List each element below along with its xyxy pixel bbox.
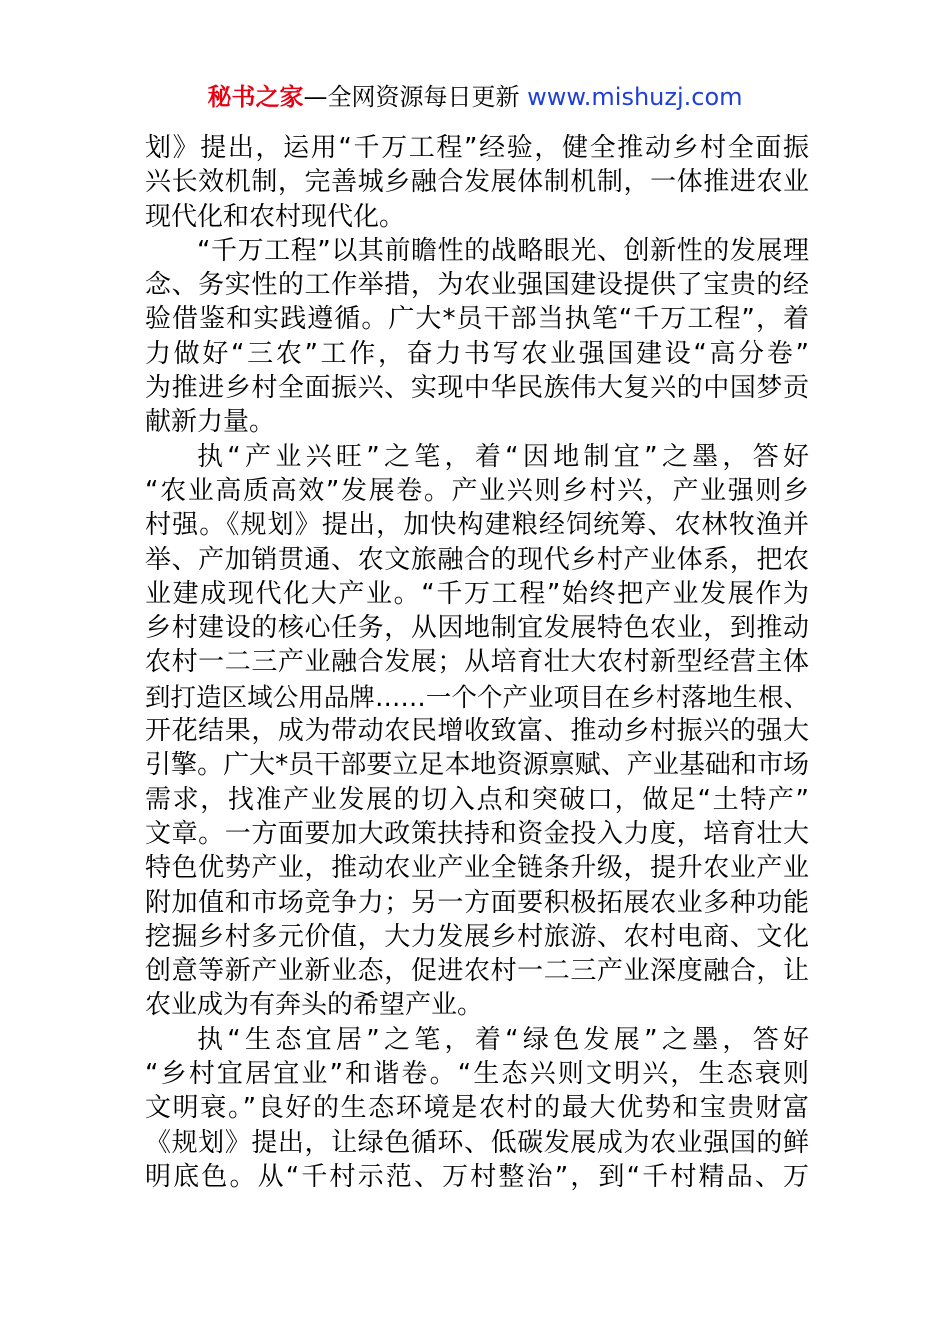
text-line: 需求，找准产业发展的切入点和突破口，做足“土特产”	[145, 784, 809, 815]
text-line: 念、务实性的工作举措，为农业强国建设提供了宝贵的经	[145, 270, 809, 301]
text-line: 到打造区域公用品牌……一个个产业项目在乡村落地生根、	[145, 681, 809, 712]
text-line: “农业高质高效”发展卷。产业兴则乡村兴，产业强则乡	[145, 475, 809, 506]
text-line: 挖掘乡村多元价值，大力发展乡村旅游、农村电商、文化	[145, 921, 809, 952]
text-line: 为推进乡村全面振兴、实现中华民族伟大复兴的中国梦贡	[145, 373, 809, 404]
text-line: 引擎。广大*员干部要立足本地资源禀赋、产业基础和市场	[145, 750, 809, 781]
page-header	[0, 80, 950, 114]
text-line: 现代化和农村现代化。	[145, 201, 406, 232]
text-line: 创意等新产业新业态，促进农村一二三产业深度融合，让	[145, 956, 809, 987]
text-line: 明底色。从“千村示范、万村整治”，到“千村精品、万	[145, 1161, 809, 1192]
header-brand: 秘书之家	[207, 83, 304, 111]
text-line: 兴长效机制，完善城乡融合发展体制机制，一体推进农业	[145, 167, 809, 198]
document-body	[145, 131, 809, 1194]
text-line: 附加值和市场竞争力；另一方面要积极拓展农业多种功能	[145, 887, 809, 918]
text-line: 《规划》提出，让绿色循环、低碳发展成为农业强国的鲜	[145, 1127, 809, 1158]
text-line: 特色优势产业，推动农业产业全链条升级，提升农业产业	[145, 853, 809, 884]
text-line: 开花结果，成为带动农民增收致富、推动乡村振兴的强大	[145, 716, 809, 747]
text-line: 农村一二三产业融合发展；从培育壮大农村新型经营主体	[145, 647, 809, 678]
text-line: 献新力量。	[145, 407, 276, 438]
text-line: 业建成现代化大产业。“千万工程”始终把产业发展作为	[145, 578, 809, 609]
text-line: 划》提出，运用“千万工程”经验，健全推动乡村全面振	[145, 133, 809, 163]
text-line: 执“生态宜居”之笔，着“绿色发展”之墨，答好	[197, 1024, 809, 1055]
text-line: 执“产业兴旺”之笔，着“因地制宜”之墨，答好	[197, 441, 809, 472]
text-line: 文明衰。”良好的生态环境是农村的最大优势和宝贵财富	[145, 1093, 809, 1124]
text-line: 农业成为有奔头的希望产业。	[145, 990, 484, 1021]
text-line: 乡村建设的核心任务，从因地制宜发展特色农业，到推动	[145, 613, 809, 644]
text-line: “千万工程”以其前瞻性的战略眼光、创新性的发展理	[197, 235, 809, 266]
header-site-url[interactable]: www.mishuzj.com	[527, 83, 743, 111]
text-line: 举、产加销贯通、农文旅融合的现代乡村产业体系，把农	[145, 544, 809, 575]
text-line: 力做好“三农”工作，奋力书写农业强国建设“高分卷”	[145, 338, 809, 369]
text-line: 村强。《规划》提出，加快构建粮经饲统筹、农林牧渔并	[145, 510, 809, 541]
text-line: 验借鉴和实践遵循。广大*员干部当执笔“千万工程”，着	[145, 304, 809, 335]
text-line: 文章。一方面要加大政策扶持和资金投入力度，培育壮大	[145, 818, 809, 849]
text-line: “乡村宜居宜业”和谐卷。“生态兴则文明兴，生态衰则	[145, 1059, 809, 1090]
header-tagline: —全网资源每日更新	[303, 83, 528, 111]
